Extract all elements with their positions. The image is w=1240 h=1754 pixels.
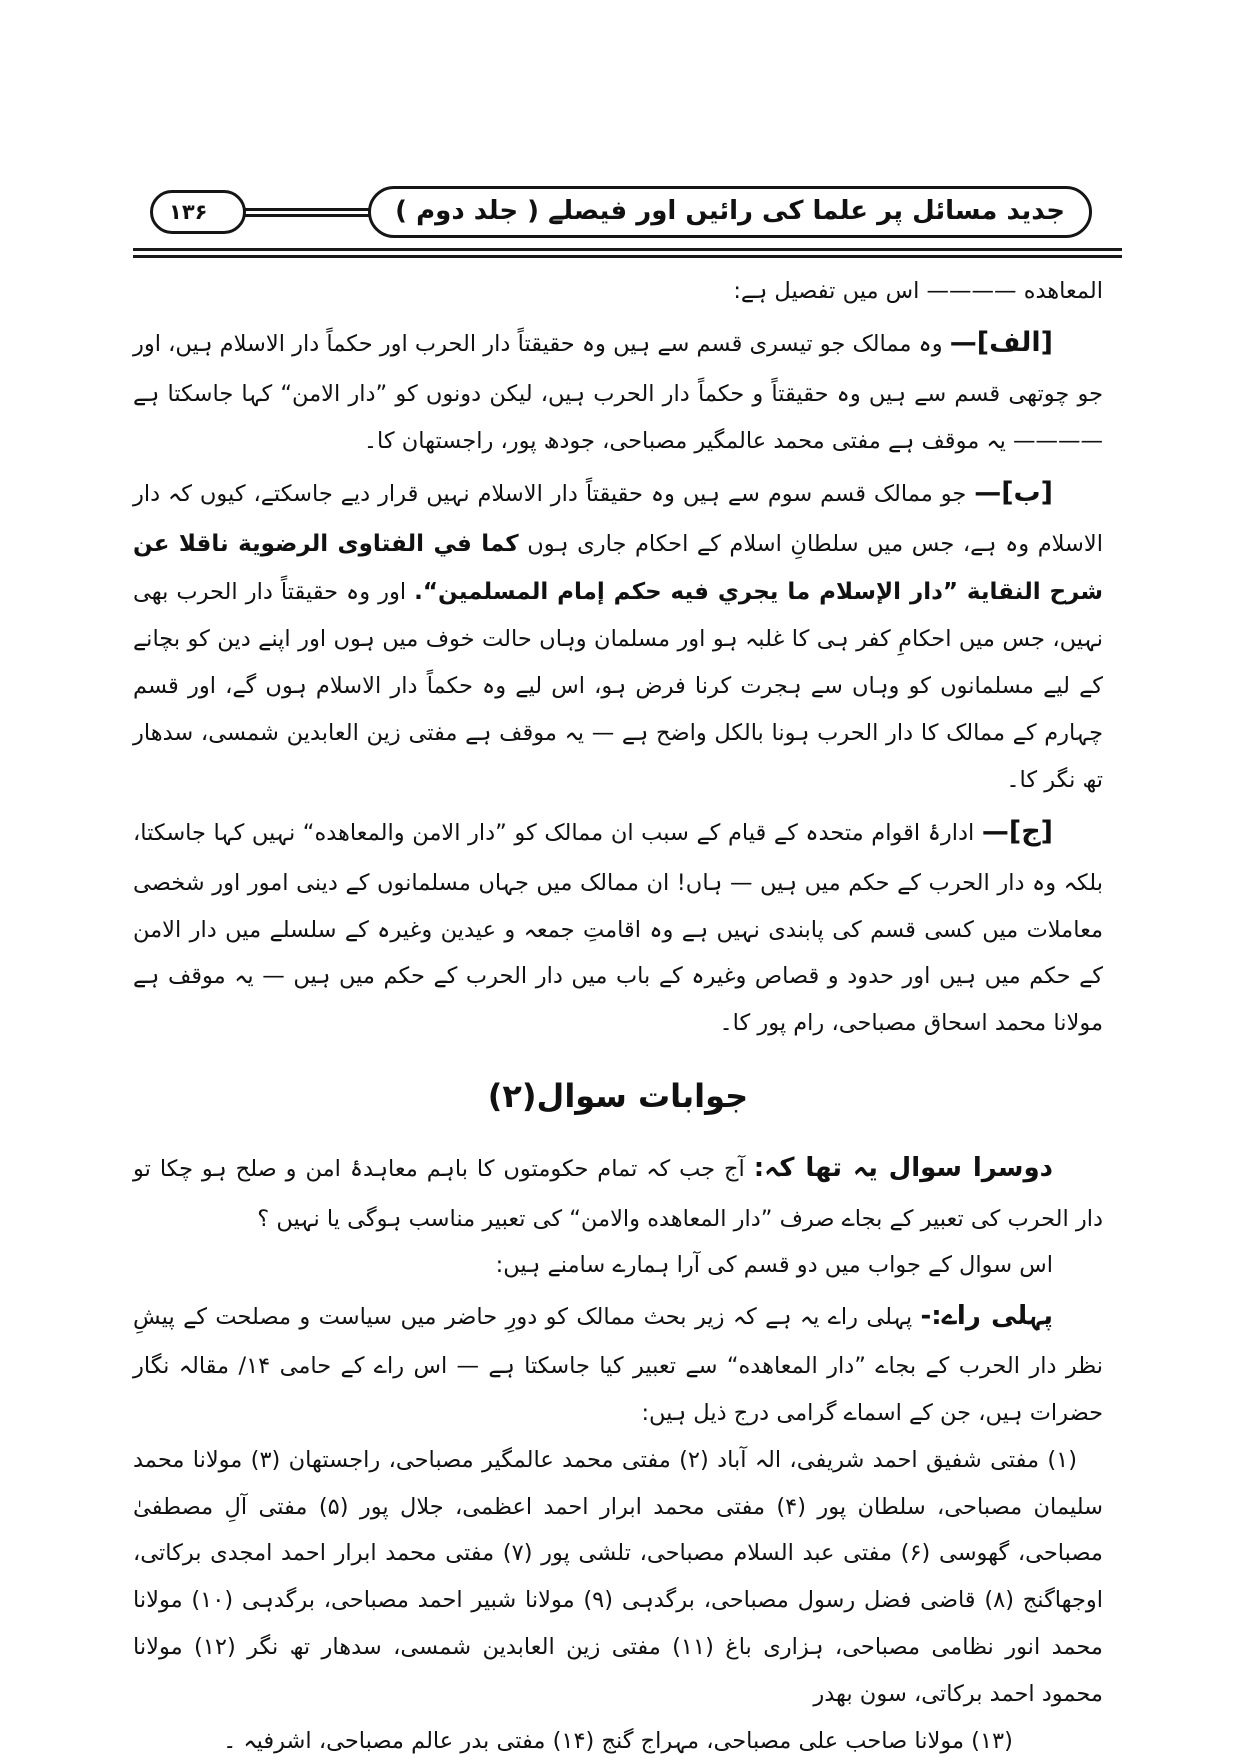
supporter-item: (۱۴) مفتی بدر عالم مصباحی، اشرفیہ ۔ — [223, 1727, 595, 1754]
section-ba-text-after: اور وہ حقیقتاً دار الحرب بھی نہیں، جس میں احکامِ کفر ہی کا غلبہ ہو اور مسلمان وہاں حالت خوف میں ہوں اور اپنے دین کو بچانے کے لیے مسلمانوں کو وہاں سے ہجرت کرنا فرض ہو، اس لیے وہ حکماً دار الاسلام ہوں گے، اور قسم چہارم کے ممالک کا دار الحرب ہونا بالکل واضح ہے — یہ موقف ہے مفتی زین العابدین شمسی، سدھار تھ نگر کا۔ — [133, 578, 1103, 793]
supporter-item: (۱۲) مولانا محمود احمد برکاتی، سون بھدر — [133, 1633, 1103, 1707]
header-title-badge — [368, 186, 1092, 238]
first-opinion-text: پہلی راے یہ ہے کہ زیر بحث ممالک کو دورِ حاضر میں سیاست و مصلحت کے پیشِ نظر دار الحرب کے بجاے ”دار المعاهده“ سے تعبیر کیا جاسکتا ہے — اس راے کے حامی ۱۴/ مقالہ نگار حضرات ہیں، جن کے اسماے گرامی درج ذیل ہیں: — [133, 1304, 1103, 1426]
supporter-item: (۲) مفتی محمد عالمگیر مصباحی، راجستھان — [288, 1446, 709, 1473]
supporter-item: (۱۳) مولانا صاحب علی مصباحی، مہراج گنج — [601, 1727, 1013, 1754]
section-ba-label: [ب]— — [974, 476, 1053, 508]
intro-paragraph: المعاهده ———— اس میں تفصیل ہے: — [733, 278, 1103, 304]
second-question-label: دوسرا سوال یہ تھا کہ: — [753, 1153, 1053, 1184]
section-alif-paragraph — [133, 315, 1103, 465]
supporters-list — [133, 1437, 1103, 1718]
supporter-item: (۶) مفتی عبد السلام مصباحی، تلشی پور — [541, 1540, 931, 1567]
supporter-item: (۱۱) مفتی زین العابدین شمسی، سدھار تھ نگر — [247, 1633, 714, 1660]
section-jim-paragraph — [133, 804, 1103, 1047]
header-title: جدید مسائل پر علما کی رائیں اور فیصلے ( جلد دوم ) — [395, 196, 1065, 226]
answers-heading: جوابات سوال(۲) — [487, 1076, 749, 1115]
header-connector-rule — [243, 208, 371, 217]
second-question-text: آج جب کہ تمام حکومتوں کا باہم معاہدۂ امن و صلح ہو چکا تو دار الحرب کی تعبیر کے بجاے صرف ”دار المعاهده والامن“ کی تعبیر مناسب ہوگی یا نہیں ؟ — [133, 1156, 1103, 1232]
first-opinion-paragraph — [133, 1289, 1103, 1437]
arabic-quotation: كما في الفتاوى الرضوية ناقلا عن شرح النقاية ”دار الإسلام ما يجري فيه حكم إمام المسلمين“. — [133, 530, 1103, 605]
supporter-item: (۱) مفتی شفیق احمد شریفی، الہ آباد — [717, 1446, 1078, 1473]
section-alif-label: [الف]— — [949, 326, 1054, 358]
page-header — [150, 186, 1092, 238]
supporter-item: (۴) مفتی محمد ابرار احمد اعظمی، جلال پور — [359, 1493, 807, 1520]
supporter-item: (۸) قاضی فضل رسول مصباحی، برگدہی — [621, 1587, 1014, 1614]
header-divider-rule — [133, 248, 1122, 258]
section-ba-text-before: جو ممالک قسم سوم سے ہیں وہ حقیقتاً دار الاسلام نہیں قرار دیے جاسکتے، کیوں کہ دار الاسلام وہ ہے، جس میں سلطانِ اسلام کے احکام جاری ہوں — [133, 480, 1103, 557]
supporter-item: (۱۰) مولانا محمد انور نظامی مصباحی، ہزاری باغ — [133, 1587, 1103, 1660]
section-ba-paragraph — [133, 465, 1103, 804]
supporter-item: (۹) مولانا شبیر احمد مصباحی، برگدہی — [241, 1587, 614, 1614]
opinions-intro-line: اس سوال کے جواب میں دو قسم کی آرا ہمارے سامنے ہیں: — [495, 1252, 1053, 1279]
page-number: ۱۳۶ — [169, 200, 208, 224]
second-question-paragraph — [133, 1141, 1103, 1242]
supporters-list-last-line — [133, 1718, 1103, 1754]
page-body — [133, 268, 1103, 1754]
page-number-badge — [150, 190, 246, 234]
supporter-item: (۳) مولانا محمد سلیمان مصباحی، سلطان پور — [133, 1446, 1104, 1520]
section-jim-text: ادارۂ اقوام متحدہ کے قیام کے سبب ان ممالک کو ”دار الامن والمعاهده“ نہیں کہا جاسکتا، بلکہ وہ دار الحرب کے حکم میں ہیں — ہاں! ان ممالک میں جہاں مسلمانوں کے دینی امور اور شخصی معاملات میں کسی قسم کی پابندی نہیں ہے وہ اقامتِ جمعہ و عیدین وغیرہ کے سلسلے میں دار الامن کے حکم میں ہیں اور حدود و قصاص وغیرہ کے باب میں دار الحرب کے حکم میں ہیں — یہ موقف ہے مولانا محمد اسحاق مصباحی، رام پور کا۔ — [133, 819, 1103, 1037]
supporter-item: (۵) مفتی آلِ مصطفیٰ مصباحی، گھوسی — [133, 1493, 1103, 1567]
section-alif-text: وہ ممالک جو تیسری قسم سے ہیں وہ حقیقتاً دار الحرب اور حکماً دار الاسلام ہیں، اور جو چوتھی قسم سے ہیں وہ حقیقتاً و حکماً دار الحرب ہیں، لیکن دونوں کو ”دار الامن“ کہا جاسکتا ہے ———— یہ موقف ہے مفتی محمد عالمگیر مصباحی، جودھ پور، راجستھان کا۔ — [133, 330, 1103, 454]
section-jim-label: [ج]— — [981, 815, 1053, 847]
first-opinion-label: پہلی راے:- — [920, 1301, 1053, 1332]
supporter-item: (۷) مفتی محمد ابرار احمد امجدی برکاتی، اوجھاگنج — [133, 1540, 1104, 1614]
